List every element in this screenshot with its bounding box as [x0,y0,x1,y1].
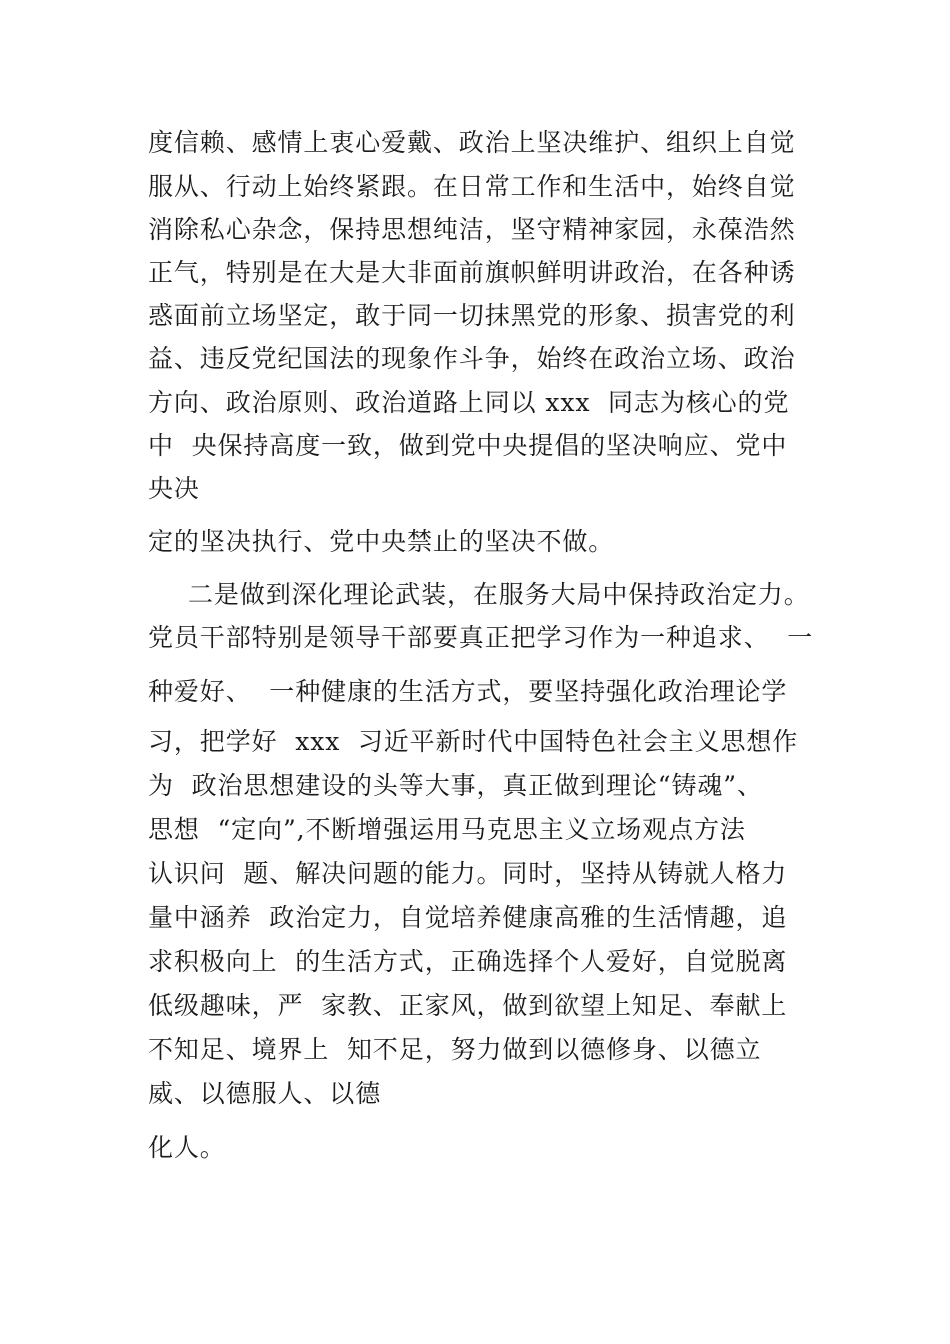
text-line: 低级趣味，严 家教、正家风，做到欲望上知足、奉献上 [148,991,788,1020]
text-line: 消除私心杂念，保持思想纯洁，坚守精神家园，永葆浩然 [148,215,796,244]
text-line: 定的坚决执行、党中央禁止的坚决不做。 [148,527,615,556]
text-line: 方向、政治原则、政治道路上同以 xxx 同志为核心的党 [148,388,790,417]
text-line: 种爱好、 一种健康的生活方式，要坚持强化政治理论学 [148,677,788,706]
text-line: 不知足、境界上 知不足，努力做到以德修身、以德立 [148,1035,762,1064]
text-line: 为 政治思想建设的头等大事，真正做到理论“铸魂”、 [148,771,763,800]
text-line: 思想 “定向”,不断增强运用马克思主义立场观点方法 [148,815,746,844]
text-line: 益、违反党纪国法的现象作斗争，始终在政治立场、政治 [148,344,796,373]
text-line: 中 央保持高度一致，做到党中央提倡的坚决响应、党中 [148,431,788,460]
text-line: 认识问 题、解决问题的能力。同时，坚持从铸就人格力 [148,859,788,888]
paragraph-first-line: 二是做到深化理论武装，在服务大局中保持政治定力。 [188,580,810,609]
text-line: 求积极向上 的生活方式，正确选择个人爱好，自觉脱离 [148,947,788,976]
text-line: 党员干部特别是领导干部要真正把学习作为一种追求、 一 [148,623,814,652]
text-line: 正气，特别是在大是大非面前旗帜鲜明讲政治，在各种诱 [148,258,796,287]
text-line: 惑面前立场坚定，敢于同一切抹黑党的形象、损害党的利 [148,301,796,330]
text-line: 威、以德服人、以德 [148,1079,382,1108]
text-line: 央决 [148,474,200,503]
text-line: 服从、行动上始终紧跟。在日常工作和生活中，始终自觉 [148,172,796,201]
text-line: 度信赖、感情上衷心爱戴、政治上坚决维护、组织上自觉 [148,128,796,157]
text-line: 化人。 [148,1133,226,1162]
text-line: 习，把学好 xxx 习近平新时代中国特色社会主义思想作 [148,727,799,756]
text-line: 量中涵养 政治定力，自觉培养健康高雅的生活情趣，追 [148,903,788,932]
